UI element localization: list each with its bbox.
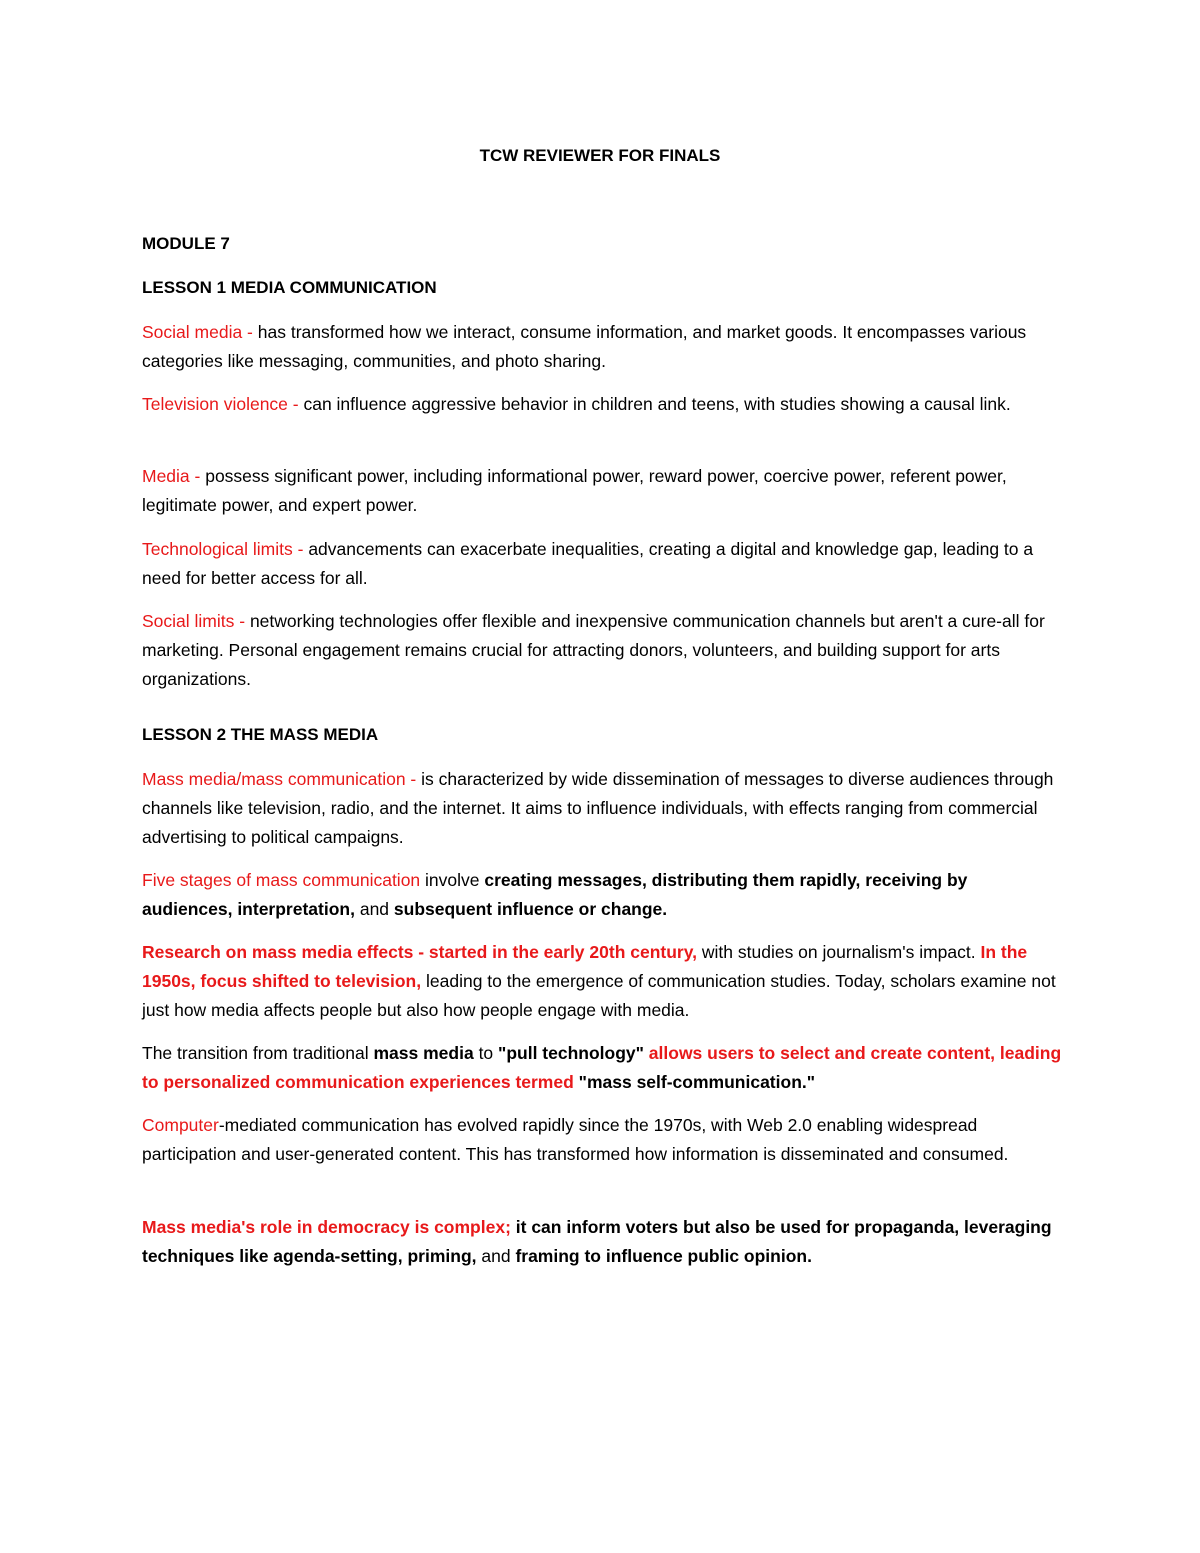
term-media: Media - bbox=[142, 466, 206, 486]
bold-segment: it can inform voters but also be used for propaganda, leveraging techniques like agenda-setting, priming, bbox=[142, 1217, 1052, 1266]
lesson2-paragraph-five-stages bbox=[142, 866, 1062, 924]
lesson1-paragraph-social-limits bbox=[142, 607, 1062, 694]
lesson2-paragraph-computer-mediated bbox=[142, 1111, 1062, 1169]
term-computer: Computer bbox=[142, 1115, 219, 1135]
lesson1-paragraph-media bbox=[142, 462, 1062, 520]
lesson2-paragraph-pull-technology bbox=[142, 1039, 1062, 1097]
text-segment: to bbox=[473, 1043, 499, 1063]
text-segment: and bbox=[476, 1246, 516, 1266]
bold-segment: "pull technology" bbox=[498, 1043, 644, 1063]
definition-text: possess significant power, including informational power, reward power, coercive power, referent power, legitimate power, and expert power. bbox=[142, 466, 1007, 515]
bold-segment: creating messages, distributing them rapidly, receiving by audiences, interpretation, bbox=[142, 870, 968, 919]
lesson2-paragraph-democracy bbox=[142, 1213, 1062, 1271]
lesson2-heading: LESSON 2 THE MASS MEDIA bbox=[142, 725, 379, 744]
text-segment: The transition from traditional bbox=[142, 1043, 374, 1063]
lesson1-paragraph-technological-limits bbox=[142, 535, 1062, 593]
term-democracy: Mass media's role in democracy is complex; bbox=[142, 1217, 511, 1237]
text-segment: and bbox=[354, 899, 394, 919]
text-segment: involve bbox=[420, 870, 485, 890]
definition-text: advancements can exacerbate inequalities, creating a digital and knowledge gap, leading to a need for better access for all. bbox=[142, 539, 1034, 588]
bold-segment: subsequent influence or change. bbox=[393, 899, 668, 919]
bold-segment: framing to influence public opinion. bbox=[515, 1246, 812, 1266]
bold-segment: "mass self-communication." bbox=[573, 1072, 816, 1092]
term-five-stages: Five stages of mass communication bbox=[142, 870, 421, 890]
lesson1-heading: LESSON 1 MEDIA COMMUNICATION bbox=[142, 278, 437, 297]
term-technological-limits: Technological limits - bbox=[142, 539, 309, 559]
term-television-violence: Television violence - bbox=[142, 394, 304, 414]
document-title: TCW REVIEWER FOR FINALS bbox=[479, 146, 721, 165]
definition-text: networking technologies offer flexible and inexpensive communication channels but aren't a cure-all for marketing. Personal engagement remains crucial for attracting donors, volunteers, and building support for arts organizations. bbox=[142, 611, 1045, 689]
module-heading: MODULE 7 bbox=[142, 234, 230, 253]
bold-segment: mass media bbox=[373, 1043, 474, 1063]
lesson1-paragraph-television-violence bbox=[142, 390, 1062, 419]
text-segment: leading to the emergence of communication studies. Today, scholars examine not just how media affects people but also how people engage with media. bbox=[142, 971, 1056, 1020]
term-social-limits: Social limits - bbox=[142, 611, 250, 631]
text-segment: with studies on journalism's impact. bbox=[697, 942, 981, 962]
term-social-media: Social media - bbox=[142, 322, 258, 342]
definition-text: has transformed how we interact, consume information, and market goods. It encompasses various categories like messaging, communities, and photo sharing. bbox=[142, 322, 1027, 371]
highlight-segment: allows users to select and create content, leading to personalized communication experiences termed bbox=[142, 1043, 1062, 1092]
lesson2-paragraph-mass-media bbox=[142, 765, 1062, 852]
highlight-research: Research on mass media effects - started in the early 20th century, bbox=[142, 942, 698, 962]
lesson2-paragraph-research bbox=[142, 938, 1062, 1025]
definition-text: is characterized by wide dissemination of messages to diverse audiences through channels like television, radio, and the internet. It aims to influence individuals, with effects ranging from commercial advertising to political campaigns. bbox=[142, 769, 1054, 847]
definition-text: -mediated communication has evolved rapidly since the 1970s, with Web 2.0 enabling widespread participation and user-generated content. This has transformed how information is disseminated and consumed. bbox=[142, 1115, 1009, 1164]
definition-text: can influence aggressive behavior in children and teens, with studies showing a causal link. bbox=[303, 394, 1011, 414]
lesson1-paragraph-social-media bbox=[142, 318, 1062, 376]
highlight-1950s: In the 1950s, focus shifted to television, bbox=[142, 942, 1028, 991]
term-mass-media: Mass media/mass communication - bbox=[142, 769, 422, 789]
